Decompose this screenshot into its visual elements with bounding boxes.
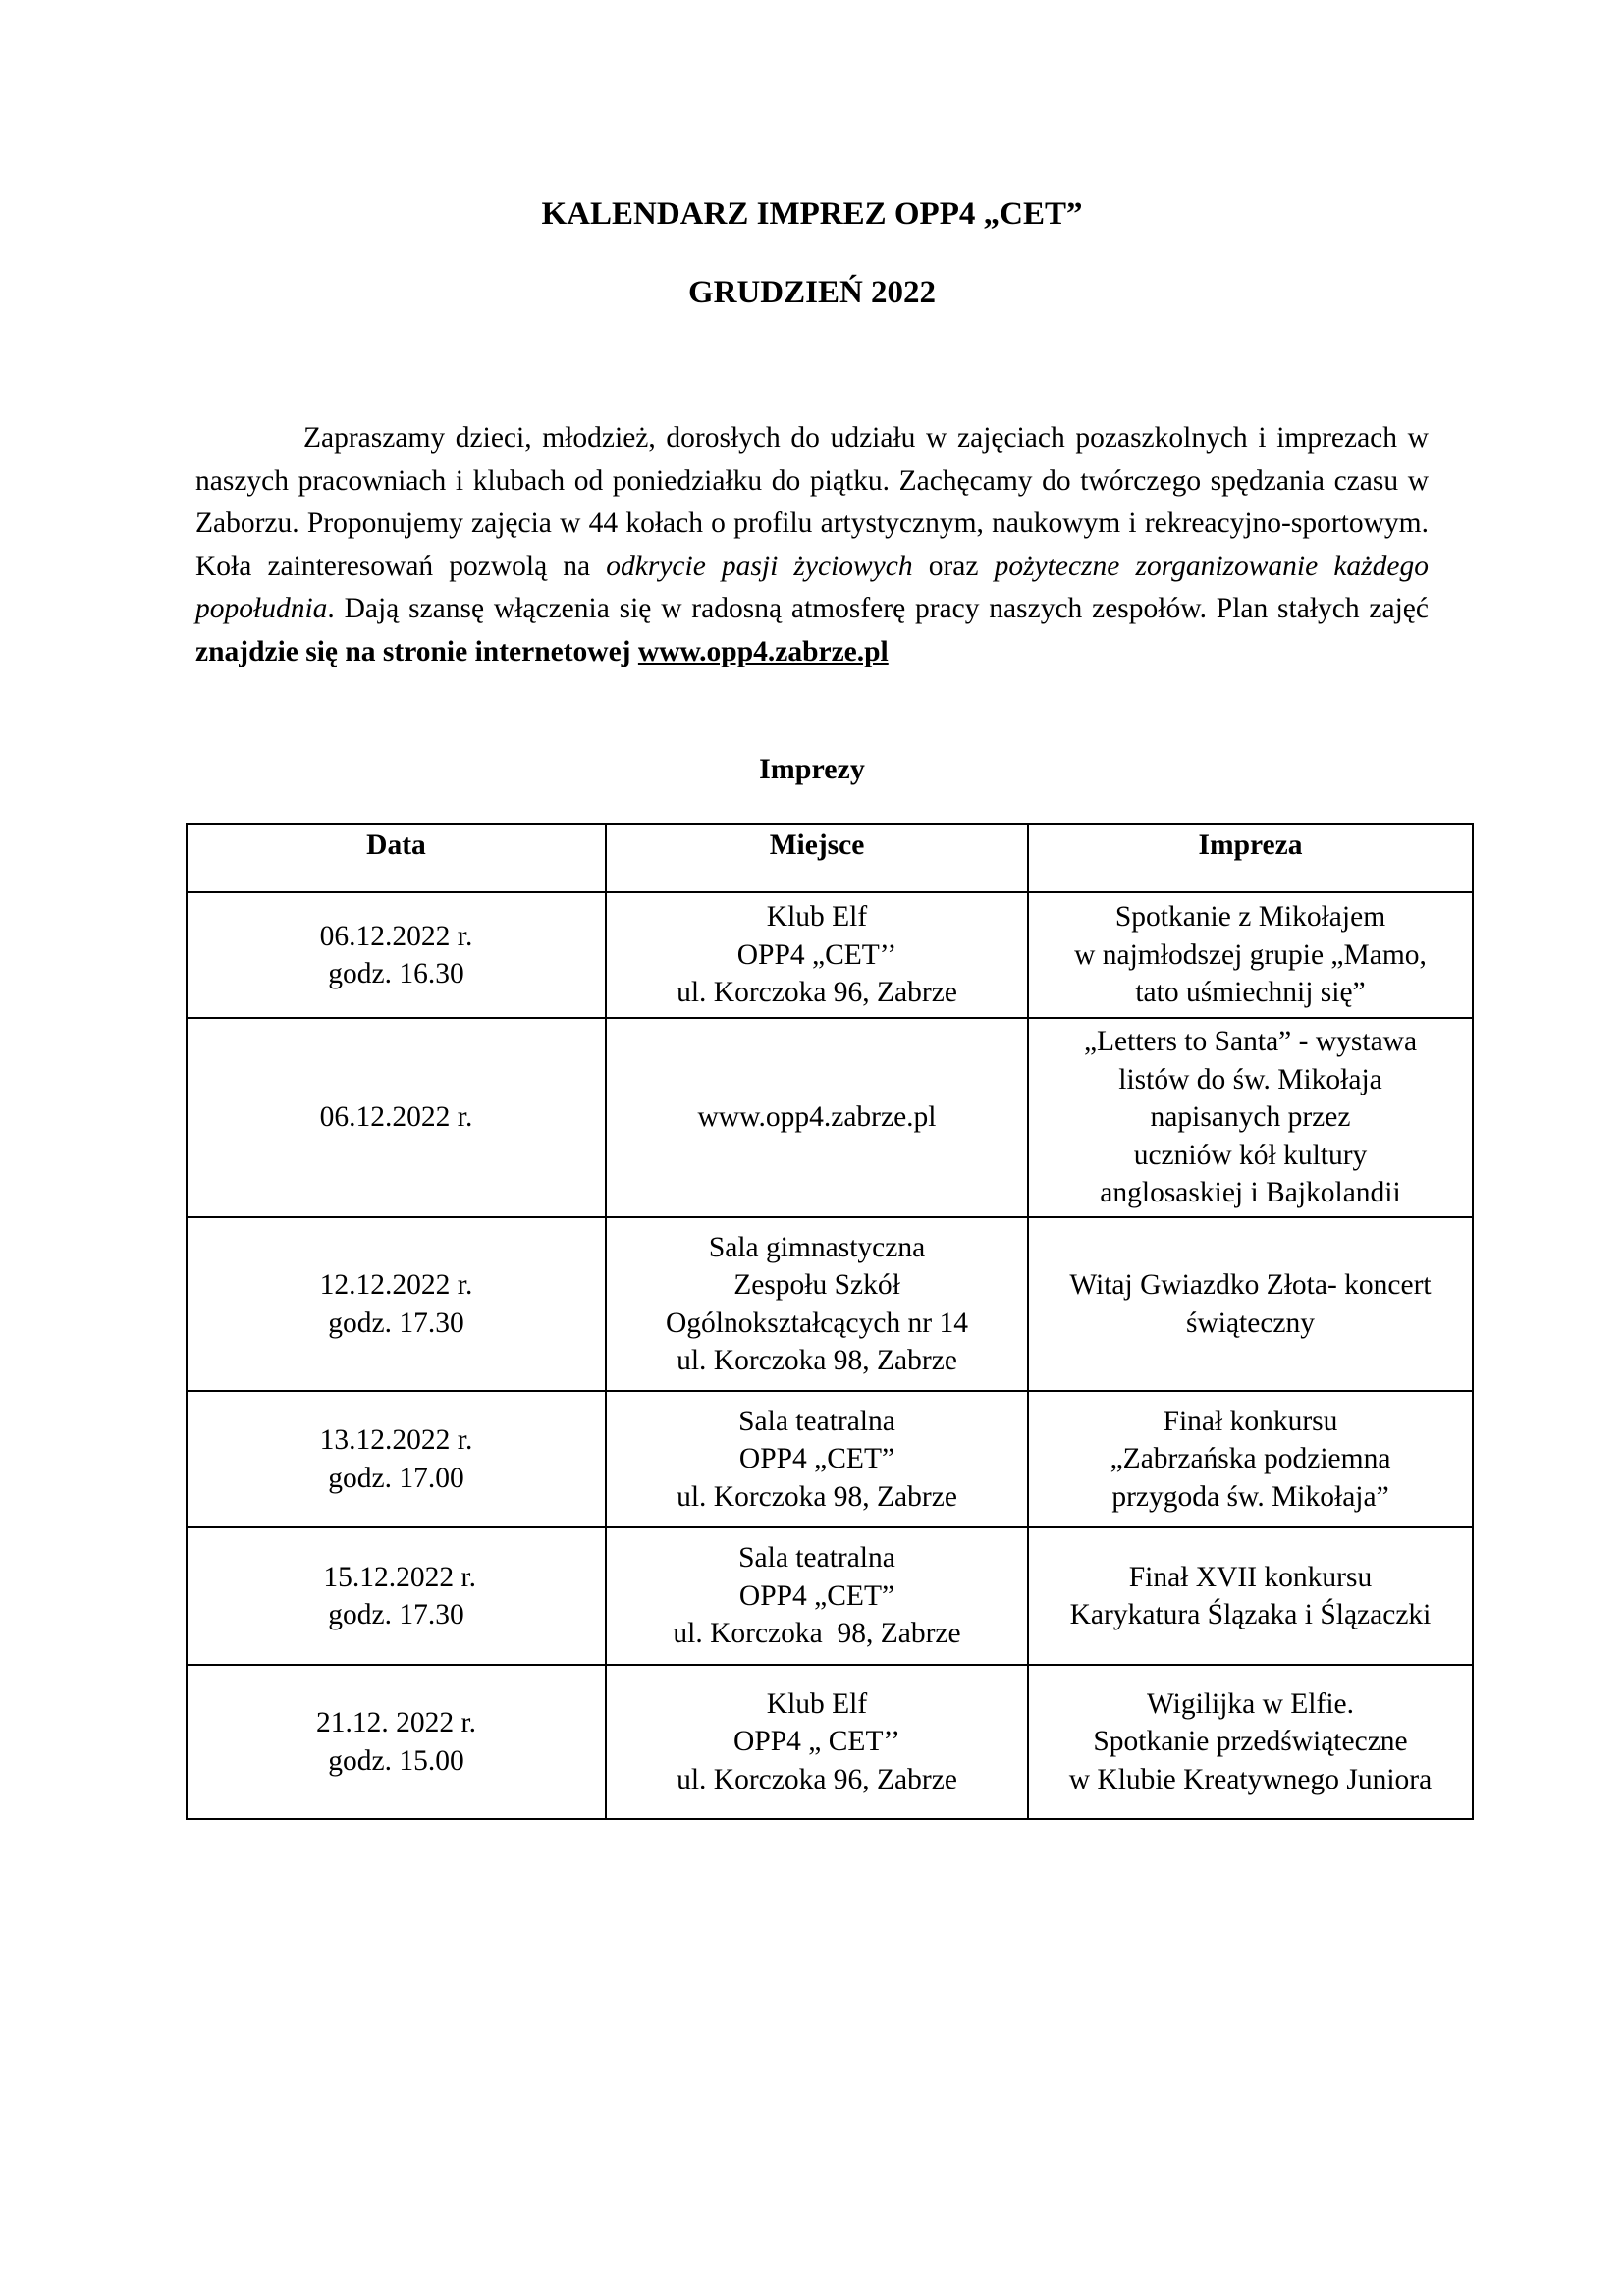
table-row [187, 892, 1473, 1018]
cell-line: Wigilijka w Elfie. [1147, 1687, 1354, 1720]
intro-text-3: . Dają szansę włączenia się w radosną atmosferę pracy naszych zespołów. Plan stałych zajęć [327, 593, 1429, 625]
cell-place [606, 892, 1028, 1018]
cell-place [606, 1665, 1028, 1819]
cell-event [1028, 1527, 1473, 1665]
cell-line: ul. Korczoka 96, Zabrze [677, 977, 957, 1009]
section-title: Imprezy [759, 753, 865, 785]
cell-line: listów do św. Mikołaja [1118, 1063, 1382, 1095]
header-event: Impreza [1028, 824, 1473, 892]
cell-line: ul. Korczoka 98, Zabrze [673, 1618, 961, 1650]
cell-date [187, 892, 606, 1018]
cell-line: Zespołu Szkół [733, 1269, 900, 1301]
cell-event [1028, 1391, 1473, 1527]
cell-line: OPP4 „ CET’’ [733, 1726, 900, 1758]
header-date: Data [187, 824, 606, 892]
cell-line: świąteczny [1185, 1307, 1316, 1339]
cell-line: Spotkanie przedświąteczne [1093, 1726, 1408, 1758]
cell-line: „Zabrzańska podziemna [1110, 1443, 1391, 1475]
intro-paragraph [195, 417, 1429, 674]
cell-event [1028, 1665, 1473, 1819]
cell-line: w najmłodszej grupie „Mamo, [1074, 938, 1427, 971]
cell-line: Sala gimnastyczna [708, 1231, 926, 1263]
cell-line: godz. 17.30 [328, 1599, 464, 1630]
header-place: Miejsce [606, 824, 1028, 892]
cell-line: godz. 17.30 [328, 1307, 464, 1339]
cell-line: Ogólnokształcących nr 14 [665, 1307, 968, 1339]
cell-line: godz. 16.30 [328, 958, 464, 989]
cell-line: przygoda św. Mikołaja” [1111, 1480, 1389, 1513]
cell-place [606, 1391, 1028, 1527]
cell-line: Klub Elf [766, 1687, 868, 1720]
cell-line: Witaj Gwiazdko Złota- koncert [1069, 1269, 1432, 1301]
cell-date [187, 1527, 606, 1665]
cell-line: ul. Korczoka 98, Zabrze [677, 1345, 957, 1376]
intro-italic-1: odkrycie pasji życiowych [606, 550, 913, 582]
events-table [186, 823, 1474, 1820]
intro-text-2: oraz [912, 550, 995, 582]
intro-text-1: Zapraszamy dzieci, młodzież, dorosłych do udziału w zajęciach pozaszkolnych i imprezach w naszych pracowniach i klubach od poniedziałku do piątku. Zachęcamy do twórczego spędzania czasu w Zaborzu. Proponujemy zajęcia w 44 kołach o profilu artystycznym, naukowym i rekreacyjno-sportowym. Koła zainteresowań pozwolą na [195, 422, 1429, 582]
cell-line: anglosaskiej i Bajkolandii [1100, 1177, 1401, 1209]
cell-event [1028, 892, 1473, 1018]
cell-line: 06.12.2022 r. [319, 1101, 473, 1134]
cell-line: uczniów kół kultury [1133, 1139, 1368, 1171]
cell-date [187, 1391, 606, 1527]
cell-line: 21.12. 2022 r. [315, 1707, 477, 1738]
cell-date [187, 1217, 606, 1391]
cell-line: „Letters to Santa” - wystawa [1083, 1026, 1418, 1058]
cell-date [187, 1018, 606, 1217]
cell-place [606, 1217, 1028, 1391]
document-subtitle: GRUDZIEŃ 2022 [687, 275, 937, 310]
cell-line: napisanych przez [1150, 1101, 1351, 1134]
cell-line: OPP4 „CET” [738, 1443, 895, 1475]
cell-date [187, 1665, 606, 1819]
cell-line: 13.12.2022 r. [319, 1424, 473, 1456]
cell-line: godz. 17.00 [328, 1462, 464, 1494]
table-row [187, 1391, 1473, 1527]
cell-line: w Klubie Kreatywnego Juniora [1068, 1763, 1433, 1795]
cell-line: Klub Elf [766, 901, 868, 934]
cell-line: godz. 15.00 [328, 1744, 464, 1777]
cell-place [606, 1527, 1028, 1665]
cell-line: OPP4 „CET’’ [736, 938, 897, 971]
cell-line: tato uśmiechnij się” [1135, 977, 1366, 1009]
table-row [187, 1665, 1473, 1819]
cell-event [1028, 1018, 1473, 1217]
website-link[interactable]: www.opp4.zabrze.pl [637, 635, 889, 667]
cell-line: Sala teatralna [738, 1542, 895, 1575]
cell-line: 12.12.2022 r. [319, 1269, 473, 1301]
table-header-row [187, 824, 1473, 892]
cell-line: Sala teatralna [738, 1405, 895, 1437]
document-title: KALENDARZ IMPREZ OPP4 „CET” [541, 196, 1083, 232]
table-row [187, 1018, 1473, 1217]
table-row [187, 1527, 1473, 1665]
cell-line: Spotkanie z Mikołajem [1114, 901, 1386, 934]
cell-line: Finał XVII konkursu [1128, 1561, 1373, 1593]
cell-line: 15.12.2022 r. [315, 1561, 477, 1593]
cell-line: Karykatura Ślązaka i Ślązaczki [1069, 1599, 1432, 1630]
intro-bold [195, 636, 889, 667]
intro-italic-2: pożyteczne zorganizowanie każdego popołudnia [195, 550, 1429, 625]
cell-line: ul. Korczoka 98, Zabrze [677, 1480, 957, 1513]
cell-line: www.opp4.zabrze.pl [697, 1101, 937, 1134]
intro-bold-text: znajdzie się na stronie internetowej [195, 635, 638, 667]
cell-line: ul. Korczoka 96, Zabrze [677, 1763, 957, 1795]
cell-line: 06.12.2022 r. [319, 920, 473, 952]
cell-line: OPP4 „CET” [738, 1579, 895, 1612]
table-row [187, 1217, 1473, 1391]
cell-event [1028, 1217, 1473, 1391]
cell-line: Finał konkursu [1163, 1405, 1338, 1437]
cell-place [606, 1018, 1028, 1217]
